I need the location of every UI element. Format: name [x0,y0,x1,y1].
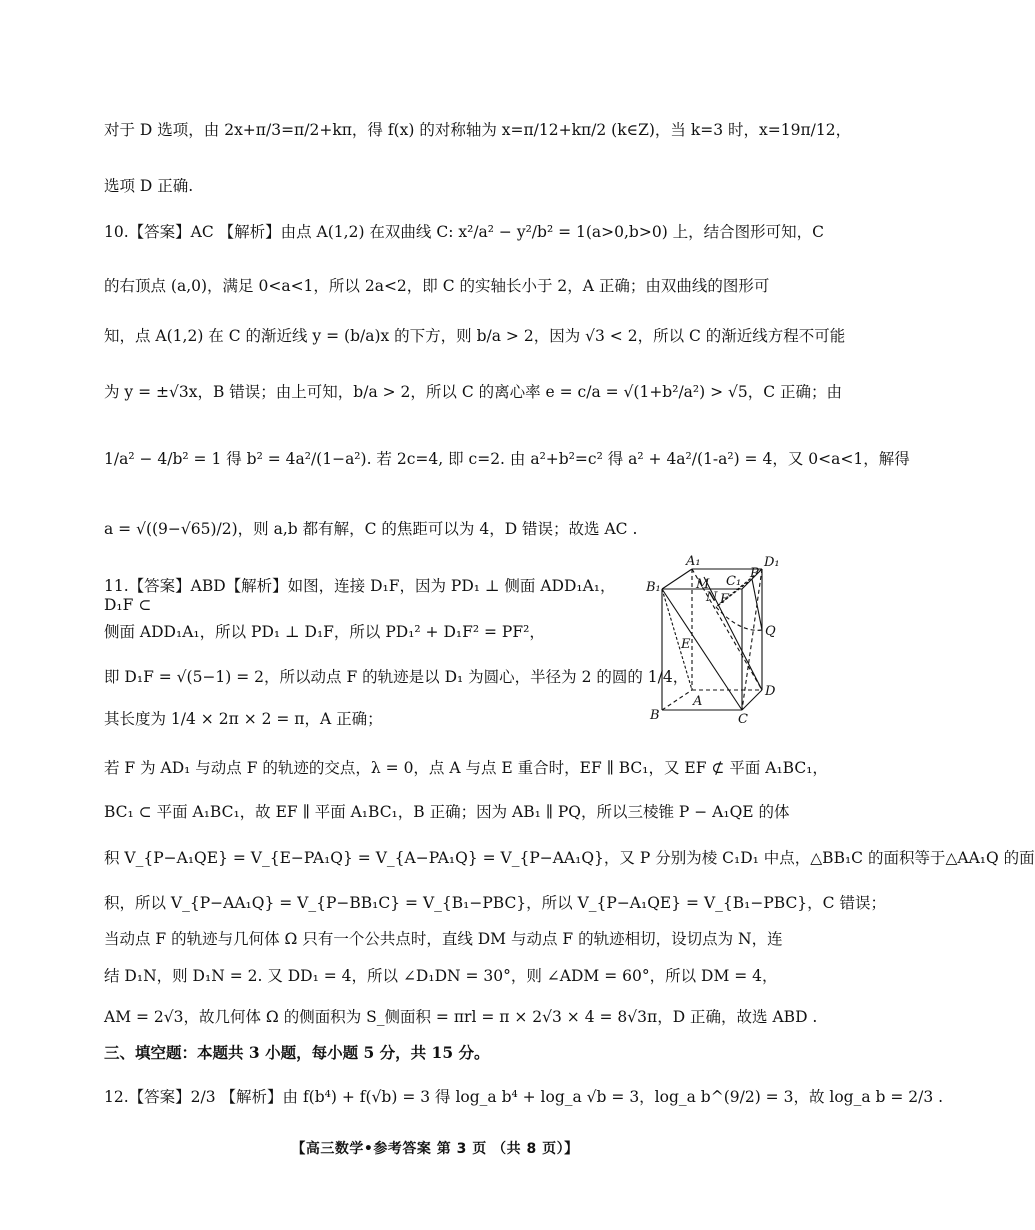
line-d-conclusion: 选项 D 正确. [104,177,194,195]
q11-line-7: 积 V_{P−A₁QE} = V_{E−PA₁Q} = V_{A−PA₁Q} = V_{P−AA₁Q}，又 P 分别为棱 C₁D₁ 中点，△BB₁C 的面积等于△AA₁Q 的面 [104,849,1035,867]
label-P: P [750,566,759,581]
label-F: F [720,592,730,607]
q11-line-10: 结 D₁N，则 D₁N = 2. 又 DD₁ = 4，所以 ∠D₁DN = 30°，则 ∠ADM = 60°，所以 DM = 4， [104,967,778,985]
q11-line-4: 其长度为 1/4 × 2π × 2 = π，A 正确； [104,710,383,728]
q11-line-6: BC₁ ⊂ 平面 A₁BC₁，故 EF ∥ 平面 A₁BC₁，B 正确；因为 AB₁ ∥ PQ，所以三棱锥 P − A₁QE 的体 [104,803,790,821]
q10-line-5: 1/a² − 4/b² = 1 得 b² = 4a²/(1−a²). 若 2c=4, 即 c=2. 由 a²+b²=c² 得 a² + 4a²/(1-a²) = 4，又 0<a<1，解得 [104,450,910,468]
label-C1: C₁ [726,574,742,589]
q12-line-1: 12.【答案】2/3 【解析】由 f(b⁴) + f(√b) = 3 得 log_a b⁴ + log_a √b = 3，log_a b^(9/2) = 3，故 log_a b = 2/3 . [104,1088,944,1106]
q10-line-1: 10.【答案】AC 【解析】由点 A(1,2) 在双曲线 C: x²/a² − y²/b² = 1(a>0,b>0) 上，结合图形可知，C [104,223,825,241]
edge-b-a [662,690,692,710]
label-D1: D₁ [764,555,780,570]
label-N: N [706,590,718,605]
label-E: E [681,637,691,652]
q11-line-2: 侧面 ADD₁A₁，所以 PD₁ ⊥ D₁F，所以 PD₁² + D₁F² = PF²， [104,623,545,641]
label-B: B [650,708,660,723]
label-A: A [693,694,703,709]
q10-line-6: a = √((9−√65)/2)，则 a,b 都有解，C 的焦距可以为 4，D 错误；故选 AC . [104,520,638,538]
q11-line-11: AM = 2√3，故几何体 Ω 的侧面积为 S_侧面积 = πrl = π × 2√3 × 4 = 8√3π，D 正确，故选 ABD . [104,1008,818,1026]
line-d-option: 对于 D 选项，由 2x+π/3=π/2+kπ，得 f(x) 的对称轴为 x=π/12+kπ/2 (k∈Z)，当 k=3 时，x=19π/12， [104,121,852,139]
q11-line-1: 11.【答案】ABD【解析】如图，连接 D₁F，因为 PD₁ ⊥ 侧面 ADD₁A₁，D₁F ⊂ [104,577,616,614]
q11-line-9: 当动点 F 的轨迹与几何体 Ω 只有一个公共点时，直线 DM 与动点 F 的轨迹相切，设切点为 N，连 [104,930,783,948]
label-Q: Q [765,624,776,639]
label-C: C [738,712,748,727]
label-M: M [696,577,710,592]
label-D: D [765,684,776,699]
label-A1: A₁ [686,554,701,569]
label-B1: B₁ [646,580,661,595]
edge-c-d [742,690,762,710]
q10-line-4: 为 y = ±√3x，B 错误；由上可知，b/a > 2，所以 C 的离心率 e = c/a = √(1+b²/a²) > √5，C 正确；由 [104,383,843,401]
q10-line-2: 的右顶点 (a,0)，满足 0<a<1，所以 2a<2，即 C 的实轴长小于 2，A 正确；由双曲线的图形可 [104,277,770,295]
q11-line-3: 即 D₁F = √(5−1) = 2，所以动点 F 的轨迹是以 D₁ 为圆心，半径为 2 的圆的 1/4， [104,668,689,686]
section-heading-fill-in: 三、填空题：本题共 3 小题，每小题 5 分，共 15 分。 [104,1043,490,1062]
line-p-q [752,579,762,630]
diag-b1-c [662,589,742,710]
page-footer: 【高三数学•参考答案 第 3 页 （共 8 页）】 [291,1141,579,1157]
q11-line-8: 积，所以 V_{P−AA₁Q} = V_{P−BB₁C} = V_{B₁−PBC}，所以 V_{P−A₁QE} = V_{B₁−PBC}，C 错误； [104,894,886,912]
q11-line-5: 若 F 为 AD₁ 与动点 F 的轨迹的交点，λ = 0，点 A 与点 E 重合时，EF ∥ BC₁，又 EF ⊄ 平面 A₁BC₁， [104,759,828,777]
edge-b1-a1 [662,569,692,589]
q10-line-3: 知，点 A(1,2) 在 C 的渐近线 y = (b/a)x 的下方，则 b/a > 2，因为 √3 < 2，所以 C 的渐近线方程不可能 [104,327,846,345]
diag-d1-c [742,569,762,710]
prism-diagram [640,555,790,730]
